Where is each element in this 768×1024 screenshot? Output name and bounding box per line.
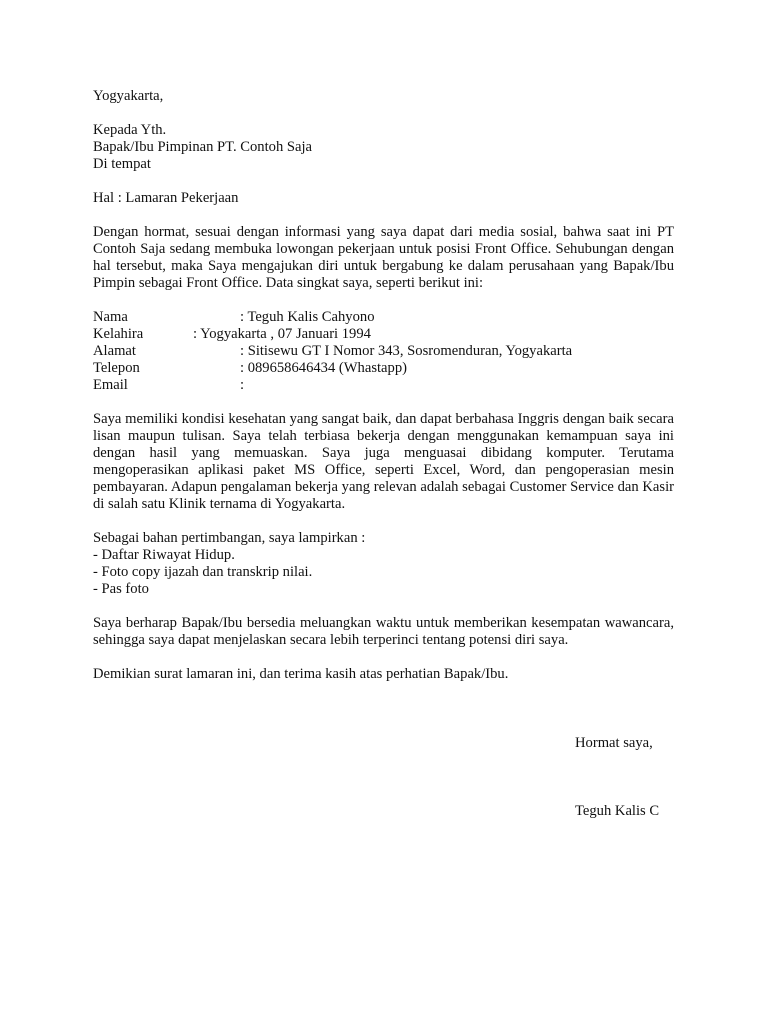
attachment-item: - Pas foto — [93, 581, 149, 597]
kelahiran-value: : Yogyakarta , 07 Januari 1994 — [193, 326, 371, 342]
recipient-block — [93, 122, 674, 173]
qualification-text: Saya memiliki kondisi kesehatan yang sangat baik, dan dapat berbahasa Inggris dengan baik secara lisan maupun tulisan. Saya telah terbiasa bekerja dengan menggunakan kemampuan saya ini dengan hasil yang memuaskan. Saya juga menguasai dibidang komputer. Terutama mengoperasikan aplikasi paket MS Office, seperti Excel, Word, dan pengoperasian mesin pembayaran. Adapun pengalaman bekerja yang relevan adalah sebagai Customer Service dan Kasir di salah satu Klinik ternama di Yogyakarta. — [93, 411, 674, 512]
letter-subject: Hal : Lamaran Pekerjaan — [93, 190, 239, 206]
hope-paragraph — [93, 615, 674, 649]
data-row-alamat — [93, 343, 674, 360]
nama-label: Nama — [93, 309, 128, 325]
attachment-item: - Daftar Riwayat Hidup. — [93, 547, 235, 563]
recipient-line-2: Bapak/Ibu Pimpinan PT. Contoh Saja — [93, 139, 313, 155]
attachment-item: - Foto copy ijazah dan transkrip nilai. — [93, 564, 313, 580]
opening-paragraph — [93, 224, 674, 292]
telepon-value: : 089658646434 (Whastapp) — [240, 360, 407, 376]
kelahiran-label: Kelahira — [93, 326, 144, 342]
qualification-paragraph — [93, 411, 674, 513]
closing-sentence: Demikian surat lamaran ini, dan terima kasih atas perhatian Bapak/Ibu. — [93, 666, 509, 682]
signoff-greeting: Hormat saya, — [575, 735, 653, 751]
alamat-label: Alamat — [93, 343, 136, 359]
data-row-kelahiran — [93, 326, 674, 343]
recipient-line-3: Di tempat — [93, 156, 151, 172]
attachments-block — [93, 530, 674, 598]
attachments-intro: Sebagai bahan pertimbangan, saya lampirkan : — [93, 530, 366, 546]
data-row-email — [93, 377, 674, 394]
data-row-telepon — [93, 360, 674, 377]
data-row-nama — [93, 309, 674, 326]
recipient-line-1: Kepada Yth. — [93, 122, 167, 138]
email-value: : — [240, 377, 245, 393]
alamat-value: : Sitisewu GT I Nomor 343, Sosromenduran, Yogyakarta — [240, 343, 573, 359]
personal-data-block — [93, 309, 674, 394]
letter-body — [93, 88, 674, 683]
hope-text: Saya berharap Bapak/Ibu bersedia meluangkan waktu untuk memberikan kesempatan wawancara, sehingga saya dapat menjelaskan secara lebih terperinci tentang potensi diri saya. — [93, 615, 674, 648]
signoff-name: Teguh Kalis C — [575, 803, 660, 819]
telepon-label: Telepon — [93, 360, 140, 376]
nama-value: : Teguh Kalis Cahyono — [240, 309, 375, 325]
email-label: Email — [93, 377, 128, 393]
letter-place: Yogyakarta, — [93, 88, 164, 104]
opening-text: Dengan hormat, sesuai dengan informasi yang saya dapat dari media sosial, bahwa saat ini PT Contoh Saja sedang membuka lowongan pekerjaan untuk posisi Front Office. Sehubungan dengan hal tersebut, maka Saya mengajukan diri untuk bergabung ke dalam perusahaan yang Bapak/Ibu Pimpin sebagai Front Office. Data singkat saya, seperti berikut ini: — [93, 224, 674, 291]
